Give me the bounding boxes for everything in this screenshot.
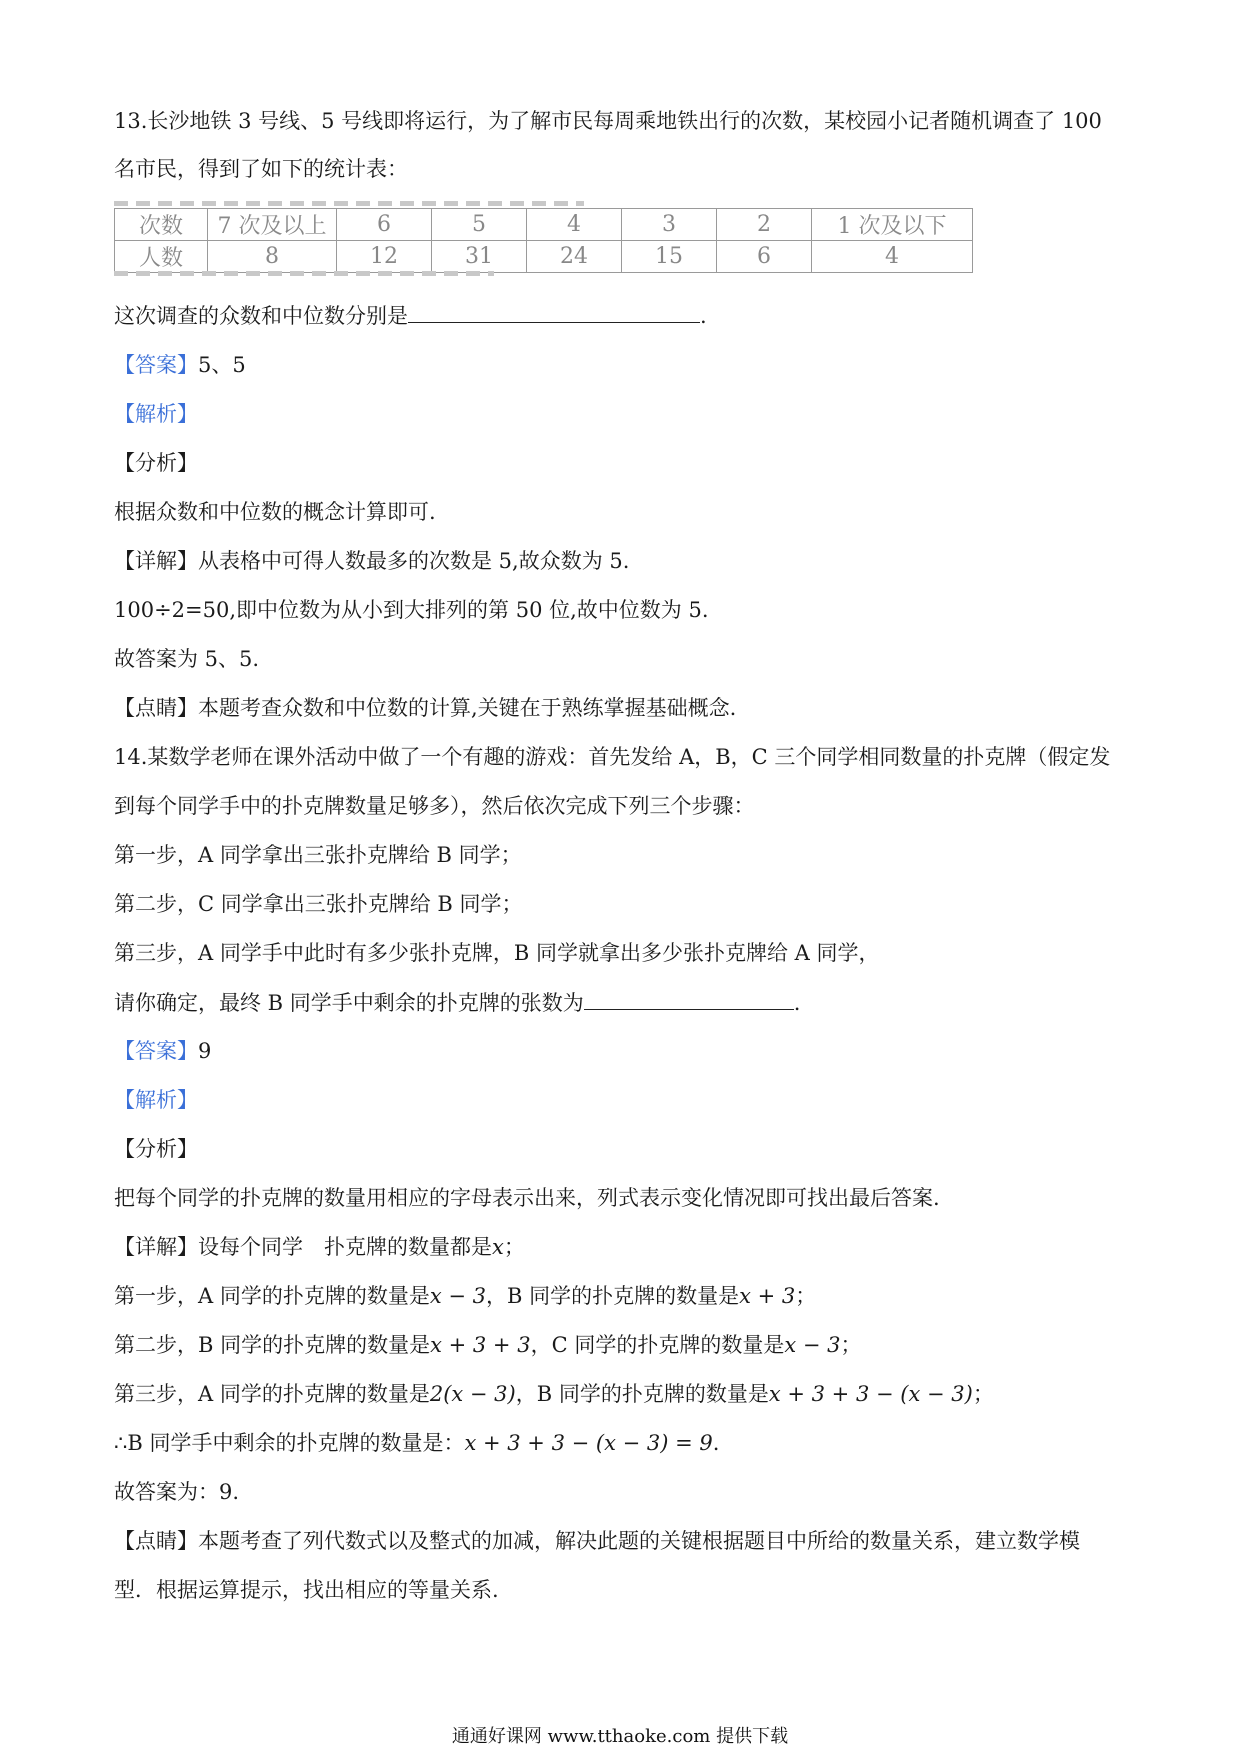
- punctuation: ；: [795, 1284, 817, 1308]
- table-cell: 4: [812, 241, 973, 273]
- punctuation: .: [232, 1480, 240, 1504]
- dianjing-text: 本题考查了列代数式以及整式的加减，解决此题的关键根据题目中所给的数量关系，建立数学模: [198, 1529, 1080, 1553]
- step-text: ，B 同学的扑克牌的数量是: [486, 1284, 740, 1308]
- xiangjie-line1: [114, 546, 629, 576]
- variable-x: x: [492, 1235, 504, 1259]
- math-expression: x − 3: [784, 1333, 841, 1357]
- punctuation: ；: [972, 1382, 994, 1406]
- final-answer-text: 故答案为：: [114, 1480, 219, 1504]
- table-cell: 1 次及以下: [812, 209, 973, 241]
- table-cell: 2: [717, 209, 812, 241]
- dianjing-line1: [114, 1526, 1080, 1556]
- q14-step2: 第二步，C 同学拿出三张扑克牌给 B 同学；: [114, 892, 523, 916]
- fenxi-text: 把每个同学的扑克牌的数量用相应的字母表示出来，列式表示变化情况即可找出最后答案.: [114, 1186, 940, 1210]
- math-expression: x − 3: [429, 1284, 486, 1308]
- q13-answer: [114, 350, 246, 380]
- table-row: [115, 209, 973, 241]
- table-cell: 12: [337, 241, 432, 273]
- statistics-table: [114, 208, 973, 273]
- table-cell: 4: [527, 209, 622, 241]
- math-expression: x + 3 + 3 − (x − 3) = 9: [464, 1431, 713, 1455]
- xiangjie-tag: 【详解】: [114, 549, 198, 573]
- table-cell-row2-label: 人数: [115, 241, 208, 273]
- math-expression: x + 3 + 3: [430, 1333, 531, 1357]
- punctuation: ；: [503, 1235, 525, 1259]
- xiangjie-line3: 故答案为 5、5.: [114, 647, 260, 671]
- step-text: 第一步，A 同学的扑克牌的数量是: [114, 1284, 430, 1308]
- table-cell: 8: [208, 241, 337, 273]
- analysis-tag: 【解析】: [114, 402, 198, 426]
- dianjing-line2: 型．根据运算提示，找出相应的等量关系.: [114, 1578, 499, 1602]
- answer-value: 9: [198, 1039, 212, 1063]
- xiangjie-text: 从表格中可得人数最多的次数是 5,故众数为 5.: [198, 549, 630, 573]
- dianjing-text: 本题考查众数和中位数的计算,关键在于熟练掌握基础概念.: [198, 696, 737, 720]
- math-expression: 2(x − 3): [429, 1382, 516, 1406]
- answer-value: 5、5: [198, 353, 246, 377]
- step2-solution: [114, 1330, 861, 1360]
- question-end-mark: .: [700, 304, 707, 328]
- step-text: 第二步，B 同学的扑克牌的数量是: [114, 1333, 431, 1357]
- fenxi-text: 根据众数和中位数的概念计算即可.: [114, 500, 436, 524]
- xiangjie-text: 设每个同学 扑克牌的数量都是: [198, 1235, 492, 1259]
- table-scan-artifact-bottom: [114, 271, 494, 276]
- punctuation: .: [712, 1431, 720, 1455]
- q13-text-line1: 13.长沙地铁 3 号线、5 号线即将运行，为了解市民每周乘地铁出行的次数，某校园小记者随机调查了 100: [114, 109, 1102, 133]
- step1-solution: [114, 1281, 816, 1311]
- conclusion-text: ∴B 同学手中剩余的扑克牌的数量是：: [114, 1431, 465, 1455]
- q13-question: [114, 300, 707, 331]
- table-cell: 7 次及以上: [208, 209, 337, 241]
- xiangjie-tag: 【详解】: [114, 1235, 198, 1259]
- answer-tag: 【答案】: [114, 353, 198, 377]
- math-expression: x + 3 + 3 − (x − 3): [768, 1382, 973, 1406]
- conclusion-line: [114, 1428, 719, 1458]
- answer-blank: [408, 300, 700, 323]
- math-expression: 9: [219, 1480, 233, 1504]
- table-cell: 15: [622, 241, 717, 273]
- table-cell-row1-label: 次数: [115, 209, 208, 241]
- table-cell: 3: [622, 209, 717, 241]
- q14-step1: 第一步，A 同学拿出三张扑克牌给 B 同学；: [114, 843, 522, 867]
- table-scan-artifact-top: [114, 201, 584, 206]
- xiangjie-line2: 100÷2=50,即中位数为从小到大排列的第 50 位,故中位数为 5.: [114, 598, 709, 622]
- q14-answer: [114, 1036, 211, 1066]
- math-expression: x + 3: [739, 1284, 796, 1308]
- step-text: ，B 同学的扑克牌的数量是: [515, 1382, 769, 1406]
- xiangjie-line1: [114, 1232, 525, 1262]
- table-cell: 6: [717, 241, 812, 273]
- table-cell: 5: [432, 209, 527, 241]
- table-cell: 6: [337, 209, 432, 241]
- q14-question-text: 请你确定，最终 B 同学手中剩余的扑克牌的张数为: [114, 991, 584, 1015]
- dianjing-tag: 【点睛】: [114, 1529, 198, 1553]
- table-cell: 24: [527, 241, 622, 273]
- answer-blank: [584, 987, 794, 1010]
- q13-text-line2: 名市民，得到了如下的统计表：: [114, 157, 408, 181]
- q14-text-line2: 到每个同学手中的扑克牌数量足够多），然后依次完成下列三个步骤：: [114, 794, 755, 818]
- q14-step3: 第三步，A 同学手中此时有多少张扑克牌，B 同学就拿出多少张扑克牌给 A 同学，: [114, 941, 880, 965]
- page-footer: 通通好课网 www.tthaoke.com 提供下载: [451, 1726, 789, 1747]
- q14-question: [114, 987, 800, 1018]
- step3-solution: [114, 1379, 994, 1409]
- analysis-tag: 【解析】: [114, 1088, 198, 1112]
- dianjing-tag: 【点睛】: [114, 696, 198, 720]
- question-end-mark: .: [793, 991, 801, 1015]
- fenxi-tag: 【分析】: [114, 451, 198, 475]
- final-answer-line: [114, 1477, 239, 1507]
- dianjing-line: [114, 693, 736, 723]
- table-row: [115, 241, 973, 273]
- q14-text-line1: 14.某数学老师在课外活动中做了一个有趣的游戏：首先发给 A，B，C 三个同学相同数量的扑克牌（假定发: [114, 745, 1111, 769]
- fenxi-tag: 【分析】: [114, 1137, 198, 1161]
- punctuation: ；: [840, 1333, 862, 1357]
- q13-question-text: 这次调查的众数和中位数分别是: [114, 304, 408, 328]
- step-text: 第三步，A 同学的扑克牌的数量是: [114, 1382, 430, 1406]
- step-text: ，C 同学的扑克牌的数量是: [530, 1333, 785, 1357]
- table-cell: 31: [432, 241, 527, 273]
- answer-tag: 【答案】: [114, 1039, 198, 1063]
